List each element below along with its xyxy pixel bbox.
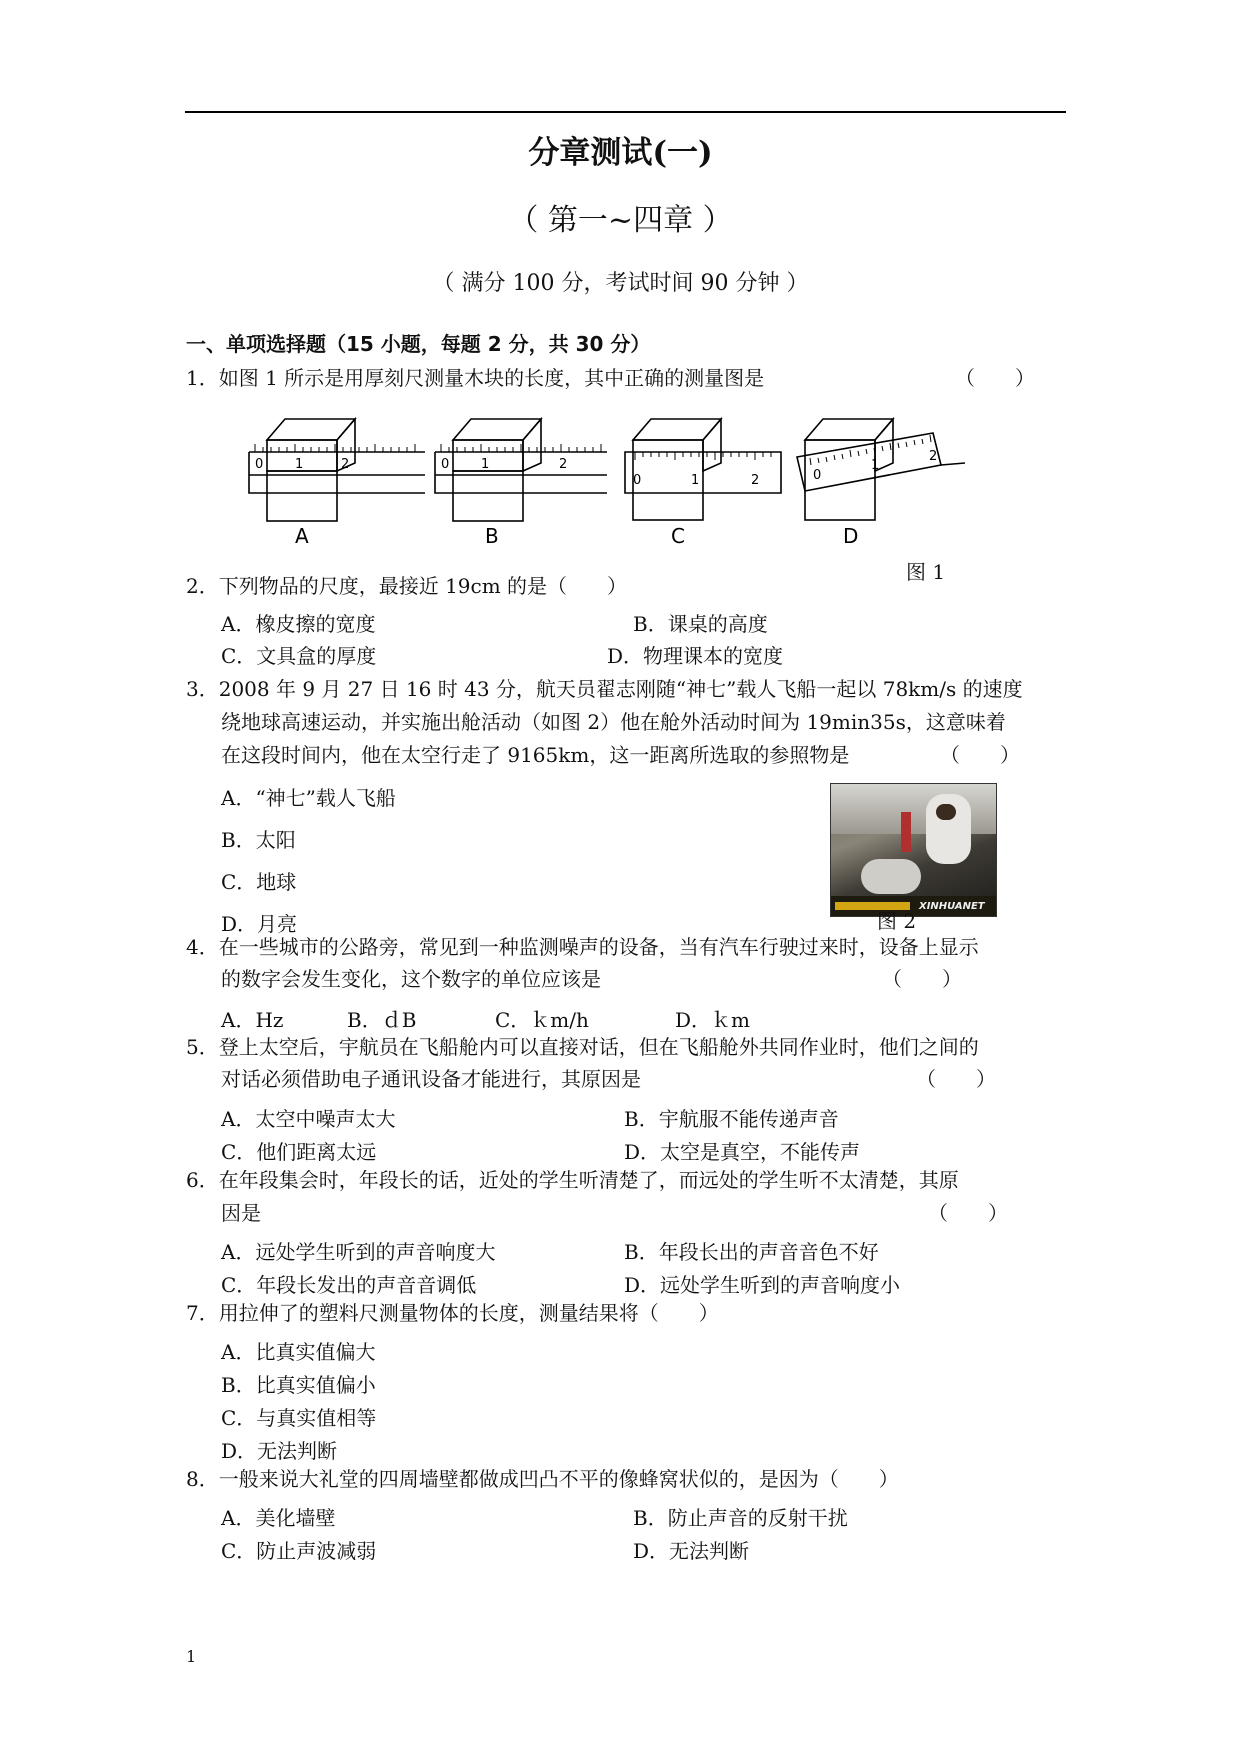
q6-option-b: B．年段长出的声音音色不好 <box>624 1240 879 1264</box>
tick-c-1: 1 <box>691 473 700 488</box>
question-6-line-1: 6．在年段集会时，年段长的话，近处的学生听清楚了，而远处的学生听不太清楚，其原 <box>186 1168 959 1192</box>
question-1-bracket: （ ） <box>955 366 1035 390</box>
question-3-bracket: （ ） <box>940 743 1020 767</box>
tick-c-2: 2 <box>751 473 760 488</box>
q8-option-a: A．美化墙壁 <box>221 1506 336 1530</box>
q3-option-c: C．地球 <box>221 870 297 894</box>
q4-option-d: D．ｋm <box>675 1008 750 1032</box>
question-1: 1．如图 1 所示是用厚刻尺测量木块的长度，其中正确的测量图是 <box>186 366 765 390</box>
q7-option-a: A．比真实值偏大 <box>221 1340 376 1364</box>
question-3-line-3: 在这段时间内，他在太空行走了 9165km，这一距离所选取的参照物是 <box>221 743 850 767</box>
question-5-line-2: 对话必须借助电子通讯设备才能进行，其原因是 <box>221 1067 641 1091</box>
tick-d-2: 2 <box>929 449 938 464</box>
ruler-panel-c <box>625 419 781 520</box>
q7-option-d: D．无法判断 <box>221 1439 338 1463</box>
q8-option-c: C．防止声波减弱 <box>221 1539 377 1563</box>
tick-d-1: 1 <box>871 458 880 473</box>
question-5-bracket: （ ） <box>916 1067 996 1091</box>
question-3-line-2: 绕地球高速运动，并实施出舱活动（如图 2）他在舱外活动时间为 19min35s，这意味着 <box>221 710 1006 734</box>
tick-b-1: 1 <box>481 457 490 472</box>
q3-option-a: A．“神七”载人飞船 <box>221 786 396 810</box>
page-subtitle: （ 第一~四章 ） <box>508 203 733 238</box>
figure-1-rulers <box>245 405 985 560</box>
page-number: 1 <box>186 1647 197 1666</box>
question-4-line-1: 4．在一些城市的公路旁，常见到一种监测噪声的设备，当有汽车行驶过来时，设备上显示 <box>186 935 979 959</box>
q2-option-d: D．物理课本的宽度 <box>607 644 784 668</box>
q7-option-b: B．比真实值偏小 <box>221 1373 376 1397</box>
tick-a-2: 2 <box>341 457 350 472</box>
header-rule <box>185 111 1066 113</box>
q6-option-d: D．远处学生听到的声音响度小 <box>624 1273 901 1297</box>
ruler-panel-a <box>249 419 425 521</box>
q2-option-b: B．课桌的高度 <box>633 612 768 636</box>
question-4-bracket: （ ） <box>882 967 962 991</box>
q7-option-c: C．与真实值相等 <box>221 1406 377 1430</box>
q4-option-b: B．ｄB <box>347 1008 417 1032</box>
question-6-bracket: （ ） <box>928 1201 1008 1225</box>
question-5-line-1: 5．登上太空后，宇航员在飞船舱内可以直接对话，但在飞船舱外共同作业时，他们之间的 <box>186 1035 979 1059</box>
q5-option-c: C．他们距离太远 <box>221 1140 377 1164</box>
ruler-panel-b <box>435 419 607 521</box>
figure-1-caption: 图 1 <box>906 560 946 584</box>
question-3-line-1: 3．2008 年 9 月 27 日 16 时 43 分，航天员翟志刚随“神七”载人飞船一起以 78km/s 的速度 <box>186 677 1023 701</box>
q3-option-d: D．月亮 <box>221 912 298 936</box>
figure-2-caption: 图 2 <box>877 909 917 933</box>
figure-2-photo <box>830 783 997 917</box>
page-title: 分章测试(一) <box>528 135 713 171</box>
panel-label-a: A <box>295 524 309 548</box>
tick-a-1: 1 <box>295 457 304 472</box>
question-4-line-2: 的数字会发生变化，这个数字的单位应该是 <box>221 967 601 991</box>
q6-option-a: A．远处学生听到的声音响度大 <box>221 1240 496 1264</box>
q5-option-a: A．太空中噪声太大 <box>221 1107 396 1131</box>
q8-option-b: B．防止声音的反射干扰 <box>633 1506 848 1530</box>
tick-c-0: 0 <box>633 473 642 488</box>
q4-option-a: A．Hz <box>221 1008 284 1032</box>
photo-watermark: XINHUANET <box>919 901 985 912</box>
exam-info: （ 满分 100 分，考试时间 90 分钟 ） <box>432 271 809 296</box>
panel-label-d: D <box>843 524 859 548</box>
panel-label-c: C <box>671 524 685 548</box>
q4-option-c: C．ｋm/h <box>495 1008 589 1032</box>
q6-option-c: C．年段长发出的声音音调低 <box>221 1273 477 1297</box>
tick-b-0: 0 <box>441 457 450 472</box>
q2-option-a: A．橡皮擦的宽度 <box>221 612 376 636</box>
q8-option-d: D．无法判断 <box>633 1539 750 1563</box>
q2-option-c: C．文具盒的厚度 <box>221 644 377 668</box>
q5-option-d: D．太空是真空，不能传声 <box>624 1140 861 1164</box>
question-8: 8．一般来说大礼堂的四周墙壁都做成凹凸不平的像蜂窝状似的，是因为（ ） <box>186 1467 899 1491</box>
question-2: 2．下列物品的尺度，最接近 19cm 的是（ ） <box>186 574 628 598</box>
q3-option-b: B．太阳 <box>221 828 296 852</box>
tick-d-0: 0 <box>813 468 822 483</box>
question-6-line-2: 因是 <box>221 1201 261 1225</box>
panel-label-b: B <box>485 524 499 548</box>
question-7: 7．用拉伸了的塑料尺测量物体的长度，测量结果将（ ） <box>186 1301 719 1325</box>
section-heading: 一、单项选择题（15 小题，每题 2 分，共 30 分） <box>186 332 651 356</box>
tick-b-2: 2 <box>559 457 568 472</box>
q5-option-b: B．宇航服不能传递声音 <box>624 1107 839 1131</box>
tick-a-0: 0 <box>255 457 264 472</box>
ruler-panel-d <box>797 419 965 520</box>
